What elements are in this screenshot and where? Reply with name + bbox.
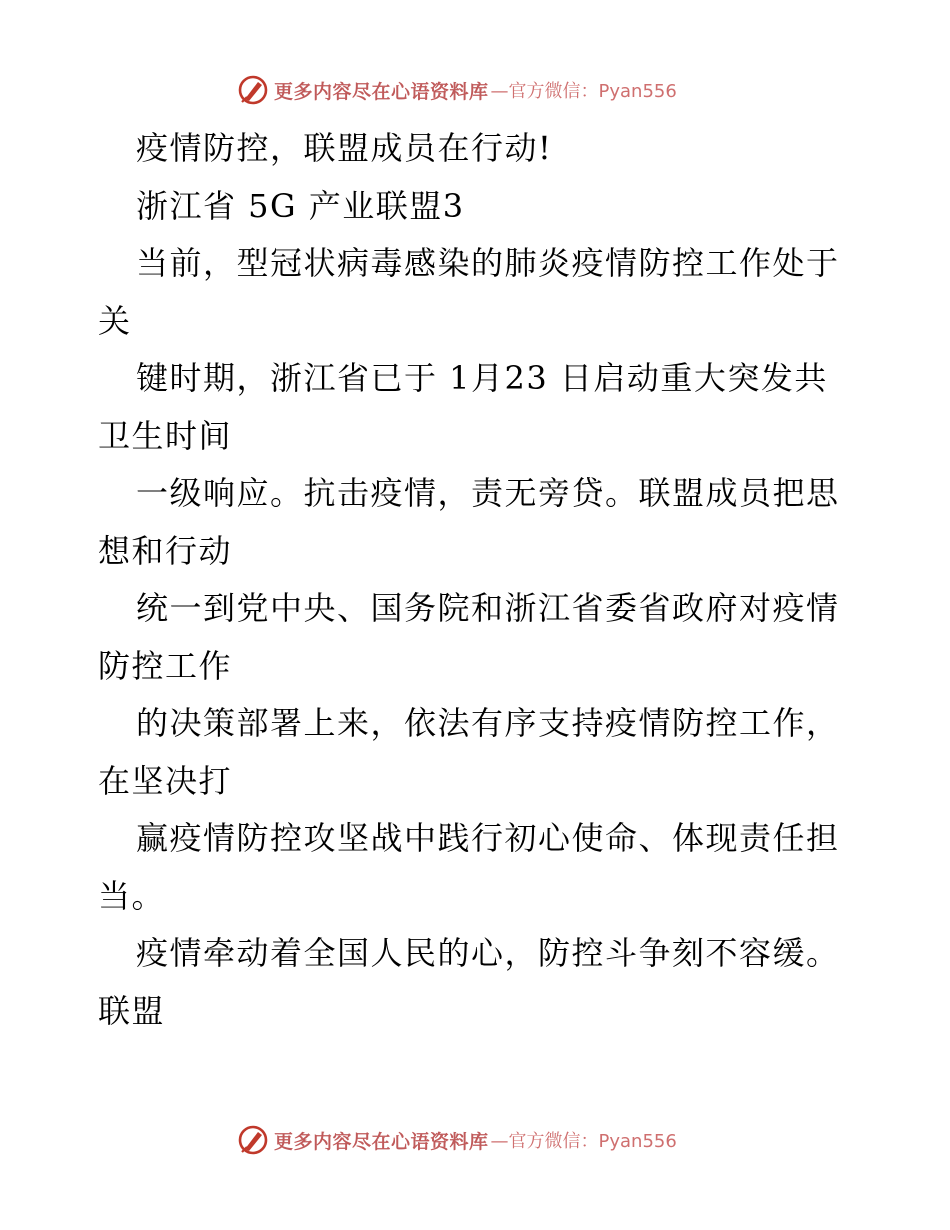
watermark-main-text: 更多内容尽在心语资料库: [274, 80, 489, 103]
text-line: 疫情防控，联盟成员在行动!: [136, 129, 553, 167]
text-line: 统一到党中央、国务院和浙江省委省政府对疫情: [136, 589, 840, 627]
watermark-sub-text: —官方微信：Pyan556: [490, 1131, 677, 1152]
text-line: 在坚决打: [98, 761, 233, 800]
text-line: 当。: [98, 876, 166, 915]
quill-logo-icon: [236, 73, 270, 107]
text-line: 关: [98, 301, 132, 340]
text-line: 一级响应。抗击疫情，责无旁贷。联盟成员把思: [136, 474, 840, 512]
document-body: [98, 120, 858, 1040]
text-line: 当前，型冠状病毒感染的肺炎疫情防控工作处于: [136, 244, 840, 282]
text-line: 想和行动: [98, 531, 233, 570]
text-line: 防控工作: [98, 646, 233, 685]
text-line: 键时期，浙江省已于 1月23 日启动重大突发共: [136, 359, 828, 397]
text-line: 的决策部署上来，依法有序支持疫情防控工作，: [136, 704, 840, 742]
text-line: 疫情牵动着全国人民的心，防控斗争刻不容缓。: [136, 934, 840, 972]
text-line: 浙江省 5G 产业联盟3: [136, 186, 465, 225]
text-line: 联盟: [98, 991, 166, 1030]
footer-watermark: [236, 1122, 677, 1158]
text-line: 卫生时间: [98, 416, 233, 455]
watermark-sub-text: —官方微信：Pyan556: [490, 81, 677, 102]
quill-logo-icon: [236, 1123, 270, 1157]
watermark-main-text: 更多内容尽在心语资料库: [274, 1130, 489, 1153]
header-watermark: [236, 72, 677, 108]
text-line: 赢疫情防控攻坚战中践行初心使命、体现责任担: [136, 819, 840, 857]
